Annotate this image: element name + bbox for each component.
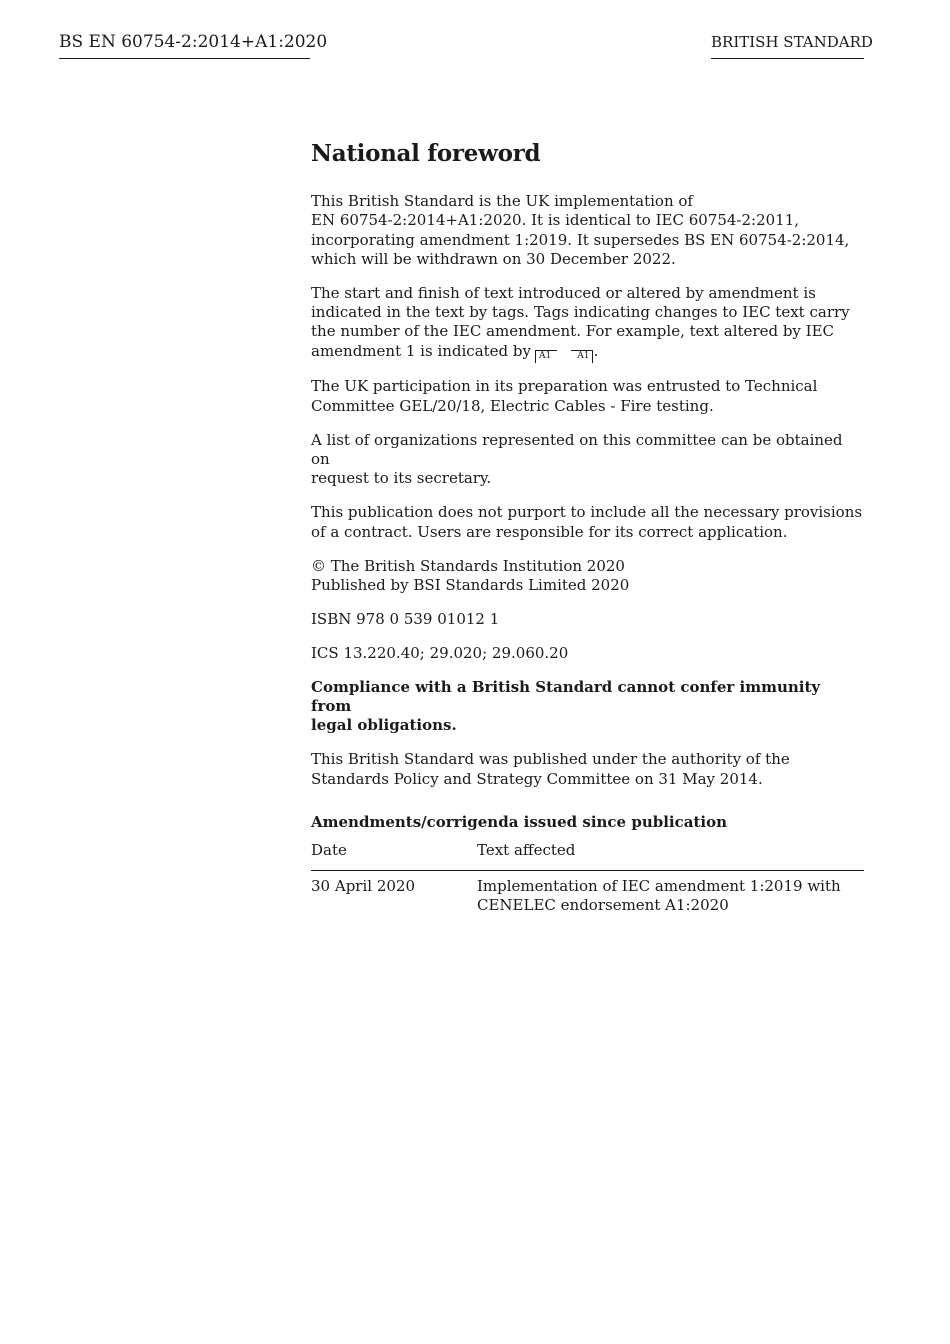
text-fragment: . [593,341,599,360]
amendment-date: 30 April 2020 [311,876,415,895]
text-line: Compliance with a British Standard cannot confer immunity from [311,677,821,716]
text-line: Implementation of IEC amendment 1:2019 with [477,876,841,895]
page-title: National foreword [311,140,541,167]
amendment-open-tag-icon: A1 [535,350,557,363]
text-line: legal obligations. [311,716,457,735]
column-header-date: Date [311,841,477,870]
paragraph-compliance [311,678,864,736]
amendments-heading: Amendments/corrigenda issued since publication [311,813,727,832]
text-line: of a contract. Users are responsible for its correct application. [311,522,788,541]
paragraph-organizations [311,431,864,489]
text-line: indicated in the text by tags. Tags indicating changes to IEC text carry [311,303,850,322]
text-fragment: amendment 1 is indicated by [311,341,531,360]
text-line: © The British Standards Institution 2020 [311,556,625,575]
text-line: request to its secretary. [311,469,492,488]
text-line: Committee GEL/20/18, Electric Cables - Fire testing. [311,396,714,415]
text-line [311,342,864,363]
text-line: CENELEC endorsement A1:2020 [477,895,729,914]
text-line: This British Standard is the UK implementation of [311,192,693,210]
text-line: This publication does not purport to include all the necessary provisions [311,503,863,522]
text-line: A list of organizations represented on this committee can be obtained on [311,430,843,469]
header-document-id: BS EN 60754-2:2014+A1:2020 [59,30,310,59]
paragraph-provisions [311,503,864,542]
table-row [311,870,864,915]
amendments-table [311,841,864,915]
text-line: Standards Policy and Strategy Committee on 31 May 2014. [311,769,763,788]
paragraph-amendment-tags [311,284,864,363]
header-document-type: BRITISH STANDARD [711,30,864,59]
foreword-content [311,139,864,915]
text-line: Published by BSI Standards Limited 2020 [311,575,630,594]
text-line: which will be withdrawn on 30 December 2022. [311,249,676,268]
text-line: The UK participation in its preparation was entrusted to Technical [311,377,818,396]
paragraph-ics: ICS 13.220.40; 29.020; 29.060.20 [311,643,569,662]
text-line: the number of the IEC amendment. For example, text altered by IEC [311,322,835,341]
paragraph-committee [311,377,864,416]
amendment-close-tag-icon: A1 [571,350,593,363]
table-header-row [311,841,864,870]
amendment-text-affected [477,870,864,915]
paragraph-isbn: ISBN 978 0 539 01012 1 [311,609,500,628]
paragraph-authority [311,750,864,789]
column-header-text-affected: Text affected [477,841,864,870]
text-line: The start and finish of text introduced or altered by amendment is [311,283,816,302]
text-line: This British Standard was published under the authority of the [311,750,790,769]
text-line: incorporating amendment 1:2019. It supersedes BS EN 60754-2:2014, [311,230,850,249]
paragraph-copyright [311,557,864,596]
paragraph-implementation [311,192,864,269]
text-line: EN 60754-2:2014+A1:2020. It is identical to IEC 60754-2:2011, [311,211,800,230]
